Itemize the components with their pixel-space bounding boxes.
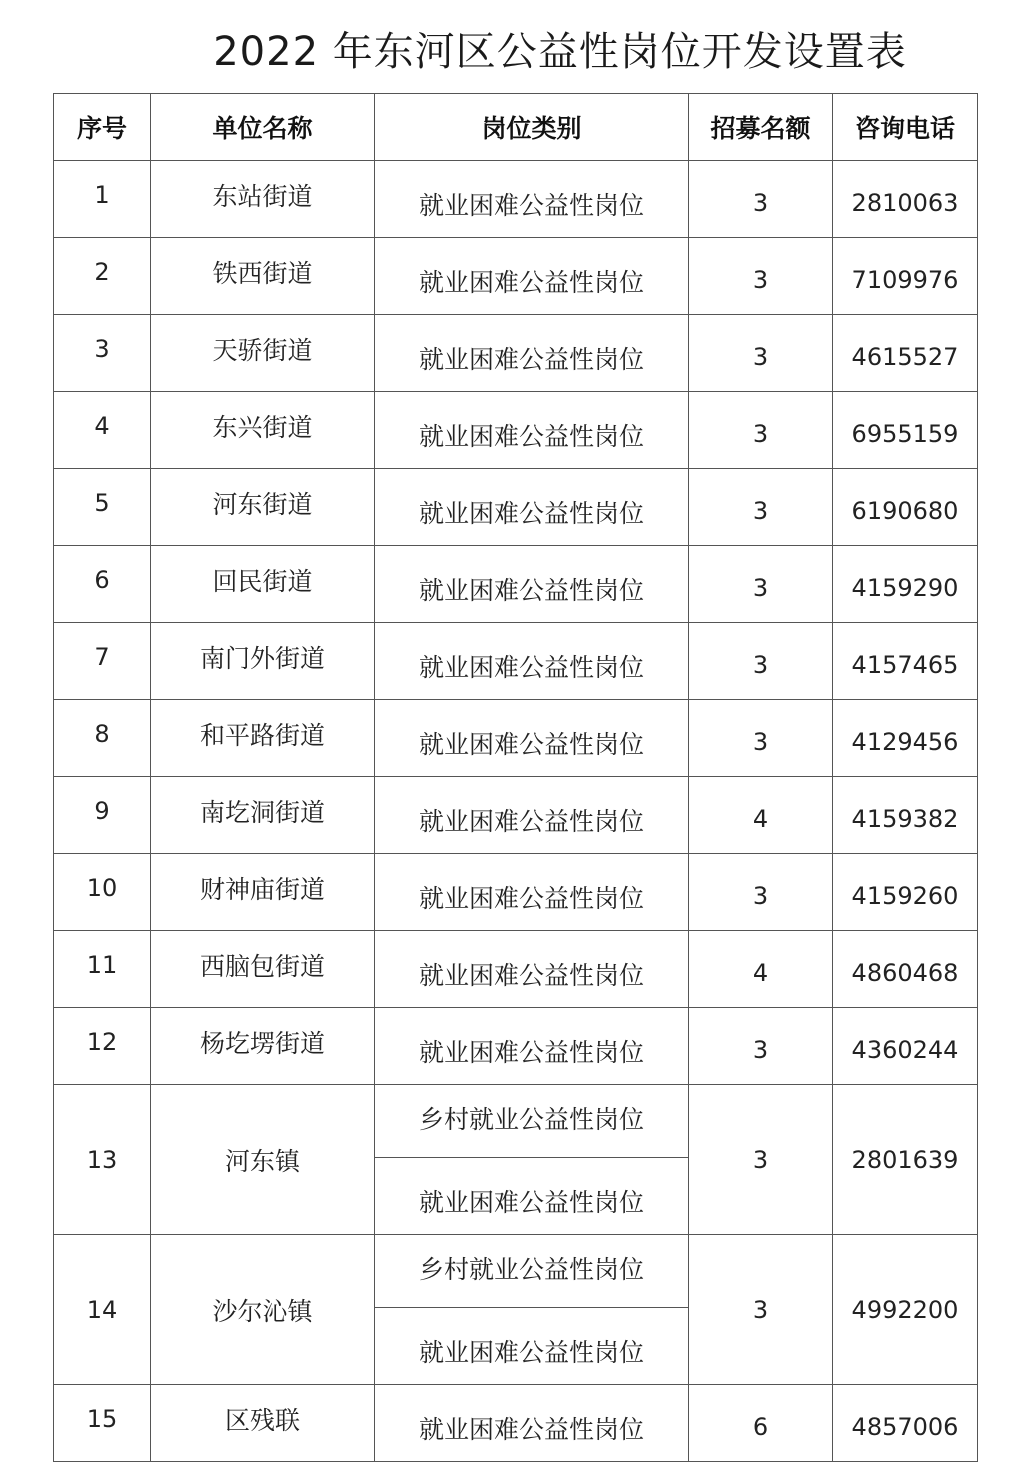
row-no: 1 — [54, 161, 151, 238]
unit-name: 河东镇 — [151, 1085, 375, 1235]
table-row — [54, 546, 978, 623]
header-unit: 单位名称 — [151, 94, 375, 161]
unit-name: 铁西街道 — [151, 238, 375, 315]
quota: 3 — [689, 238, 833, 315]
table-row — [54, 623, 978, 700]
unit-name: 西脑包街道 — [151, 931, 375, 1008]
row-no: 13 — [54, 1085, 151, 1235]
header-no: 序号 — [54, 94, 151, 161]
phone: 4159382 — [833, 777, 978, 854]
unit-name: 和平路街道 — [151, 700, 375, 777]
position-category: 就业困难公益性岗位 — [375, 1158, 689, 1235]
position-category: 就业困难公益性岗位 — [375, 1008, 689, 1085]
quota: 3 — [689, 1085, 833, 1235]
position-category: 就业困难公益性岗位 — [375, 700, 689, 777]
quota: 3 — [689, 161, 833, 238]
quota: 3 — [689, 315, 833, 392]
table-row — [54, 392, 978, 469]
row-no: 14 — [54, 1235, 151, 1385]
quota: 3 — [689, 623, 833, 700]
phone: 7109976 — [833, 238, 978, 315]
phone: 6955159 — [833, 392, 978, 469]
quota: 3 — [689, 546, 833, 623]
row-no: 11 — [54, 931, 151, 1008]
position-category: 就业困难公益性岗位 — [375, 546, 689, 623]
row-no: 10 — [54, 854, 151, 931]
row-no: 15 — [54, 1385, 151, 1462]
phone: 4992200 — [833, 1235, 978, 1385]
row-no: 7 — [54, 623, 151, 700]
row-no: 8 — [54, 700, 151, 777]
unit-name: 东站街道 — [151, 161, 375, 238]
phone: 2801639 — [833, 1085, 978, 1235]
table-row — [54, 469, 978, 546]
row-no: 12 — [54, 1008, 151, 1085]
row-no: 3 — [54, 315, 151, 392]
position-category: 就业困难公益性岗位 — [375, 161, 689, 238]
position-category: 就业困难公益性岗位 — [375, 392, 689, 469]
page-title: 2022 年东河区公益性岗位开发设置表 — [213, 29, 907, 75]
unit-name: 区残联 — [151, 1385, 375, 1462]
unit-name: 沙尔沁镇 — [151, 1235, 375, 1385]
position-category: 就业困难公益性岗位 — [375, 623, 689, 700]
table-row — [54, 238, 978, 315]
table-row — [54, 777, 978, 854]
position-category: 就业困难公益性岗位 — [375, 1385, 689, 1462]
quota: 3 — [689, 1008, 833, 1085]
row-no: 9 — [54, 777, 151, 854]
table-row — [54, 1235, 978, 1308]
positions-table — [53, 93, 978, 1462]
row-no: 4 — [54, 392, 151, 469]
row-no: 6 — [54, 546, 151, 623]
table-header-row — [54, 94, 978, 161]
position-category: 就业困难公益性岗位 — [375, 777, 689, 854]
header-phone: 咨询电话 — [833, 94, 978, 161]
position-category: 就业困难公益性岗位 — [375, 854, 689, 931]
table-row — [54, 931, 978, 1008]
quota: 3 — [689, 700, 833, 777]
table-row — [54, 315, 978, 392]
unit-name: 东兴街道 — [151, 392, 375, 469]
position-category: 就业困难公益性岗位 — [375, 469, 689, 546]
unit-name: 天骄街道 — [151, 315, 375, 392]
quota: 3 — [689, 469, 833, 546]
unit-name: 回民街道 — [151, 546, 375, 623]
unit-name: 南圪洞街道 — [151, 777, 375, 854]
unit-name: 财神庙街道 — [151, 854, 375, 931]
quota: 4 — [689, 777, 833, 854]
quota: 4 — [689, 931, 833, 1008]
quota: 3 — [689, 392, 833, 469]
table-row — [54, 1385, 978, 1462]
table-row — [54, 700, 978, 777]
table-row — [54, 1008, 978, 1085]
unit-name: 南门外街道 — [151, 623, 375, 700]
position-category: 就业困难公益性岗位 — [375, 931, 689, 1008]
position-category: 就业困难公益性岗位 — [375, 238, 689, 315]
position-category: 乡村就业公益性岗位 — [375, 1085, 689, 1158]
table-row — [54, 1085, 978, 1158]
phone: 4860468 — [833, 931, 978, 1008]
phone: 6190680 — [833, 469, 978, 546]
unit-name: 河东街道 — [151, 469, 375, 546]
header-quota: 招募名额 — [689, 94, 833, 161]
position-category: 乡村就业公益性岗位 — [375, 1235, 689, 1308]
phone: 4157465 — [833, 623, 978, 700]
quota: 6 — [689, 1385, 833, 1462]
phone: 4129456 — [833, 700, 978, 777]
table-row — [54, 854, 978, 931]
header-category: 岗位类别 — [375, 94, 689, 161]
phone: 2810063 — [833, 161, 978, 238]
phone: 4615527 — [833, 315, 978, 392]
table-row — [54, 161, 978, 238]
quota: 3 — [689, 1235, 833, 1385]
row-no: 5 — [54, 469, 151, 546]
phone: 4159260 — [833, 854, 978, 931]
phone: 4159290 — [833, 546, 978, 623]
phone: 4857006 — [833, 1385, 978, 1462]
row-no: 2 — [54, 238, 151, 315]
quota: 3 — [689, 854, 833, 931]
phone: 4360244 — [833, 1008, 978, 1085]
position-category: 就业困难公益性岗位 — [375, 315, 689, 392]
unit-name: 杨圪塄街道 — [151, 1008, 375, 1085]
position-category: 就业困难公益性岗位 — [375, 1308, 689, 1385]
